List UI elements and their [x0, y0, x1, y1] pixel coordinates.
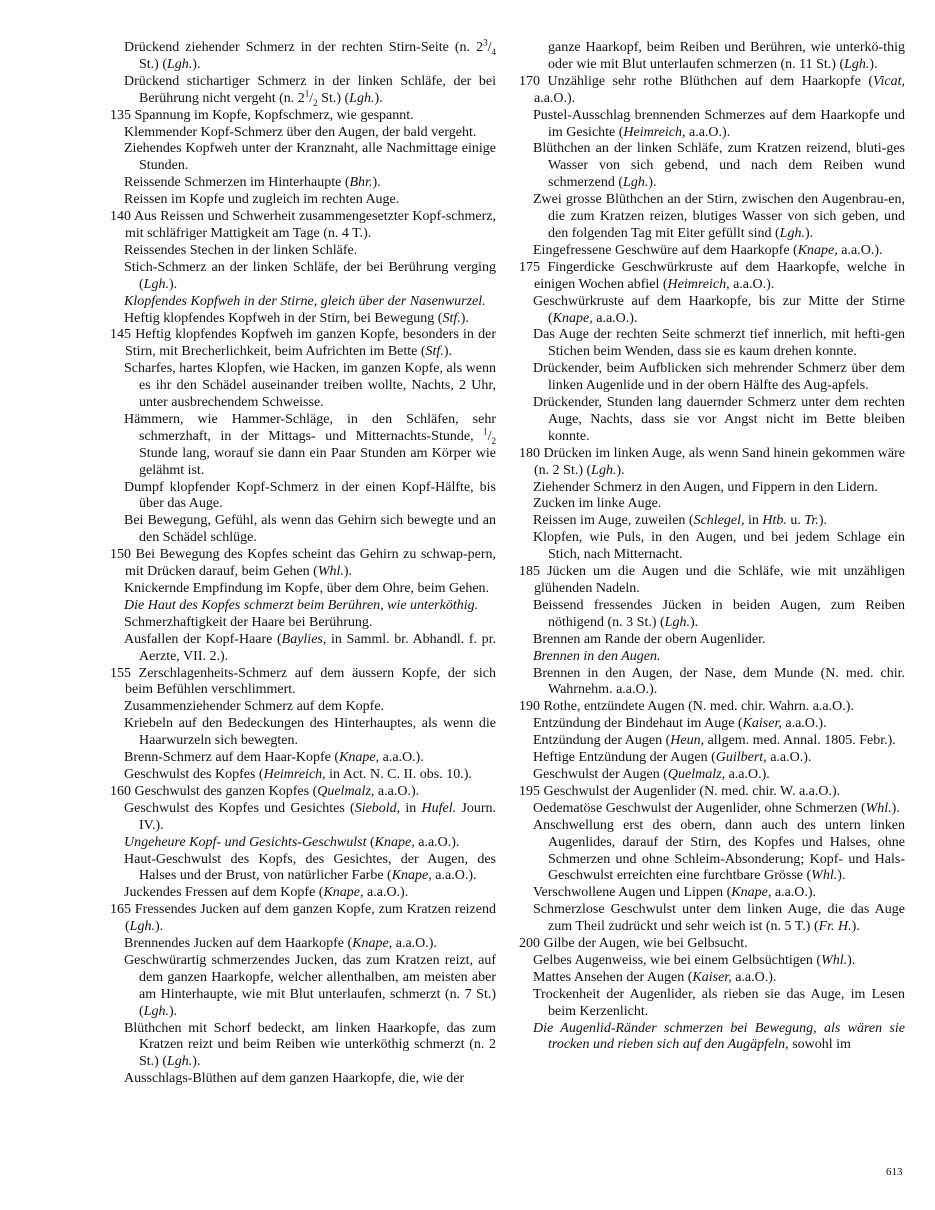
- symptom-entry: Ungeheure Kopf- und Gesichts-Geschwulst (Knape, a.a.O.).: [124, 834, 460, 850]
- symptom-entry: Anschwellung erst des obern, dann auch des untern linken Augenlides, darauf der Stirn, des Kopfes und Halses, ohne Schmerzen und ohne Schleim-Absonderung; Kopf- und Hals-Geschwulst erreichten eine furchtbare Grösse (Whl.).: [533, 817, 905, 884]
- symptom-entry: Gelbes Augenweiss, wie bei einem Gelbsüchtigen (Whl.).: [533, 952, 856, 968]
- symptom-entry: Juckendes Fressen auf dem Kopfe (Knape, a.a.O.).: [124, 885, 409, 901]
- symptom-entry: Zucken im linke Auge.: [533, 496, 662, 512]
- symptom-entry: Beissend fressendes Jücken in beiden Augen, zum Reiben nöthigend (n. 3 St.) (Lgh.).: [533, 597, 905, 630]
- symptom-entry: Scharfes, hartes Klopfen, wie Hacken, im ganzen Kopfe, als wenn es ihr den Schädel auseinander treiben wollte, Nachts, 2 Uhr, unter ausbrechendem Schweisse.: [124, 361, 496, 411]
- symptom-entry: Schmerzlose Geschwulst unter dem linken Auge, die das Auge zum Theil zudrückt und sehr weich ist (n. 5 T.) (Fr. H.).: [533, 902, 905, 935]
- symptom-entry: 200 Gilbe der Augen, wie bei Gelbsucht.: [519, 936, 748, 952]
- symptom-entry: Zwei grosse Blüthchen an der Stirn, zwischen den Augenbrau-en, die zum Kratzen reizen, blutiges Wasser von sich geben, und den folgenden Tag mit Eiter gefüllt sind (Lgh.).: [533, 192, 905, 241]
- symptom-entry: 175 Fingerdicke Geschwürkruste auf dem Haarkopfe, welche in einigen Wochen abfiel (Heimreich, a.a.O.).: [519, 259, 905, 292]
- symptom-entry: Brennen in den Augen, der Nase, dem Munde (N. med. chir. Wahrnehm. a.a.O.).: [533, 665, 905, 698]
- symptom-entry: Stich-Schmerz an der linken Schläfe, der bei Berührung verging (Lgh.).: [124, 259, 496, 292]
- symptom-entry: Heftig klopfendes Kopfweh in der Stirn, bei Bewegung (Stf.).: [124, 310, 469, 326]
- symptom-entry: 145 Heftig klopfendes Kopfweh im ganzen Kopfe, besonders in der Stirn, mit Brecherlichkeit, beim Aufrichten im Bette (Stf.).: [110, 327, 496, 360]
- symptom-entry: Pustel-Ausschlag brennenden Schmerzes auf dem Haarkopfe und im Gesichte (Heimreich, a.a.O.).: [533, 107, 905, 140]
- symptom-entry: Brenn-Schmerz auf dem Haar-Kopfe (Knape, a.a.O.).: [124, 750, 424, 766]
- symptom-entry: Blüthchen an der linken Schläfe, zum Kratzen reizend, bluti-ges Wasser von sich gebend, und nach dem Reiben wund schmerzend (Lgh.).: [533, 141, 905, 191]
- page-number: 613: [886, 1166, 903, 1178]
- symptom-entry: Ausfallen der Kopf-Haare (Baylies, in Samml. br. Abhandl. f. pr. Aerzte, VII. 2.).: [124, 631, 496, 664]
- symptom-entry: 140 Aus Reissen und Schwerheit zusammengesetzter Kopf-schmerz, mit schläfriger Mattigkeit am Tage (n. 4 T.).: [110, 209, 496, 241]
- symptom-entry: Heftige Entzündung der Augen (Guilbert, a.a.O.).: [533, 750, 812, 766]
- symptom-entry: Schmerzhaftigkeit der Haare bei Berührung.: [124, 614, 373, 630]
- symptom-entry: Die Augenlid-Ränder schmerzen bei Bewegung, als wären sie trocken und rieben sich auf den Augäpfeln, sowohl im: [533, 1020, 905, 1053]
- symptom-entry: Mattes Ansehen der Augen (Kaiser, a.a.O.).: [533, 969, 777, 985]
- symptom-entry: Entzündung der Augen (Heun, allgem. med. Annal. 1805. Febr.).: [533, 733, 896, 749]
- symptom-entry: Dumpf klopfender Kopf-Schmerz in der einen Kopf-Hälfte, bis über das Auge.: [124, 479, 496, 512]
- symptom-entry: Geschwürkruste auf dem Haarkopfe, bis zur Mitte der Stirne (Knape, a.a.O.).: [533, 293, 905, 326]
- symptom-entry: 195 Geschwulst der Augenlider (N. med. chir. W. a.a.O.).: [519, 783, 841, 799]
- symptom-entry: Brennendes Jucken auf dem Haarkopfe (Knape, a.a.O.).: [124, 936, 437, 952]
- symptom-entry: 190 Rothe, entzündete Augen (N. med. chir. Wahrn. a.a.O.).: [519, 699, 854, 715]
- symptom-entry: 150 Bei Bewegung des Kopfes scheint das Gehirn zu schwap-pern, mit Drücken darauf, beim Gehen (Whl.).: [110, 547, 496, 580]
- symptom-entry: Knickernde Empfindung im Kopfe, über dem Ohre, beim Gehen.: [124, 581, 490, 596]
- symptom-entry: Entzündung der Bindehaut im Auge (Kaiser, a.a.O.).: [533, 716, 827, 732]
- symptom-entry: Geschwulst der Augen (Quelmalz, a.a.O.).: [533, 766, 770, 782]
- symptom-entry: 135 Spannung im Kopfe, Kopfschmerz, wie gespannt.: [110, 107, 414, 123]
- symptom-entry: Die Haut des Kopfes schmerzt beim Berühren, wie unterköthig.: [124, 597, 479, 613]
- symptom-entry: Drückender, Stunden lang dauernder Schmerz unter dem rechten Auge, Nachts, dass sie vor Angst nicht im Bette bleiben konnte.: [533, 395, 905, 444]
- symptom-entry: Geschwulst des Kopfes und Gesichtes (Siebold, in Hufel. Journ. IV.).: [124, 800, 496, 833]
- symptom-entry: Drückend stichartiger Schmerz in der linken Schläfe, der bei Berührung nicht vergeht (n. $2^1/_2$ St.) (Lgh.).: [124, 73, 496, 108]
- symptom-entry: Klopfen, wie Puls, in den Augen, und bei jedem Schlage ein Stich, nach Mitternacht.: [533, 530, 905, 563]
- symptom-entry: Hämmern, wie Hammer-Schläge, in den Schläfen, sehr schmerzhaft, in der Mittags- und Mitternachts-Stunde, $^1/_2$ Stunde lang, worauf sie dann ein Paar Stunden am Körper wie gelähmt ist.: [124, 411, 496, 478]
- symptom-entry: 170 Unzählige sehr rothe Blüthchen auf dem Haarkopfe (Vicat, a.a.O.).: [519, 73, 905, 106]
- right-column: [519, 40, 905, 1054]
- symptom-entry: Geschwürartig schmerzendes Jucken, das zum Kratzen reizt, auf dem ganzen Haarkopfe, welcher allenthalben, am meisten aber am Hinterhaupte, wie mit Blut unterlaufen, schmerzt (n. 7 St.) (Lgh.).: [124, 952, 496, 1019]
- symptom-entry: Brennen in den Augen.: [533, 648, 661, 664]
- symptom-entry: Brennen am Rande der obern Augenlider.: [533, 631, 766, 647]
- symptom-entry: 165 Fressendes Jucken auf dem ganzen Kopfe, zum Kratzen reizend (Lgh.).: [110, 902, 496, 935]
- symptom-entry: Klemmender Kopf-Schmerz über den Augen, der bald vergeht.: [124, 124, 477, 140]
- symptom-entry: Trockenheit der Augenlider, als rieben sie das Auge, im Lesen beim Kerzenlicht.: [533, 986, 905, 1019]
- symptom-entry: Eingefressene Geschwüre auf dem Haarkopfe (Knape, a.a.O.).: [533, 242, 883, 258]
- symptom-entry: Drückend ziehender Schmerz in der rechten Stirn-Seite (n. $2^3/_4$ St.) (Lgh.).: [124, 37, 496, 72]
- symptom-entry: Drückender, beim Aufblicken sich mehrender Schmerz über dem linken Augenlide und in der obern Hälfte des Aug-apfels.: [533, 361, 905, 394]
- symptom-entry: Geschwulst des Kopfes (Heimreich, in Act. N. C. II. obs. 10.).: [124, 766, 472, 782]
- symptom-entry: 185 Jücken um die Augen und die Schläfe, wie mit unzähligen glühenden Nadeln.: [519, 564, 905, 596]
- symptom-entry: Haut-Geschwulst des Kopfs, des Gesichtes, der Augen, des Halses und der Brust, von natürlicher Farbe (Knape, a.a.O.).: [124, 851, 496, 884]
- symptom-entry: Reissen im Auge, zuweilen (Schlegel, in Htb. u. Tr.).: [533, 513, 827, 529]
- symptom-entry: Verschwollene Augen und Lippen (Knape, a.a.O.).: [533, 885, 817, 901]
- symptom-entry: Ausschlags-Blüthen auf dem ganzen Haarkopfe, die, wie der: [124, 1071, 465, 1087]
- symptom-entry: Reissendes Stechen in der linken Schläfe.: [124, 242, 358, 258]
- symptom-entry: Reissende Schmerzen im Hinterhaupte (Bhr.).: [124, 175, 381, 191]
- symptom-entry: 160 Geschwulst des ganzen Kopfes (Quelmalz, a.a.O.).: [110, 783, 420, 799]
- symptom-entry: 155 Zerschlagenheits-Schmerz auf dem äussern Kopfe, der sich beim Befühlen verschlimmert.: [110, 665, 496, 698]
- symptom-entry: Oedematöse Geschwulst der Augenlider, ohne Schmerzen (Whl.).: [533, 800, 900, 816]
- symptom-entry: 180 Drücken im linken Auge, als wenn Sand hinein gekommen wäre (n. 2 St.) (Lgh.).: [519, 445, 905, 478]
- left-column: [110, 37, 496, 1088]
- symptom-entry: Das Auge der rechten Seite schmerzt tief innerlich, mit hefti-gen Stichen beim Wenden, dass sie es kaum drehen konnte.: [533, 327, 905, 360]
- symptom-entry: Ziehendes Kopfweh unter der Kranznaht, alle Nachmittage einige Stunden.: [124, 141, 496, 174]
- symptom-entry: Bei Bewegung, Gefühl, als wenn das Gehirn sich bewegte und an den Schädel schlüge.: [124, 513, 496, 546]
- symptom-entry: Blüthchen mit Schorf bedeckt, am linken Haarkopfe, das zum Kratzen reizt und beim Reiben wie unterköthig schmerzt (n. 2 St.) (Lgh.).: [124, 1020, 496, 1070]
- symptom-entry: Klopfendes Kopfweh in der Stirne, gleich über der Nasenwurzel.: [124, 293, 486, 309]
- symptom-entry: Kriebeln auf den Bedeckungen des Hinterhauptes, als wenn die Haarwurzeln sich bewegten.: [124, 716, 496, 749]
- symptom-entry: Reissen im Kopfe und zugleich im rechten Auge.: [124, 192, 400, 208]
- symptom-entry: ganze Haarkopf, beim Reiben und Berühren, wie unterkö-thig oder wie mit Blut unterlaufen schmerzen (n. 11 St.) (Lgh.).: [548, 40, 905, 72]
- symptom-entry: Zusammenziehender Schmerz auf dem Kopfe.: [124, 699, 385, 715]
- symptom-entry: Ziehender Schmerz in den Augen, und Fippern in den Lidern.: [533, 479, 878, 495]
